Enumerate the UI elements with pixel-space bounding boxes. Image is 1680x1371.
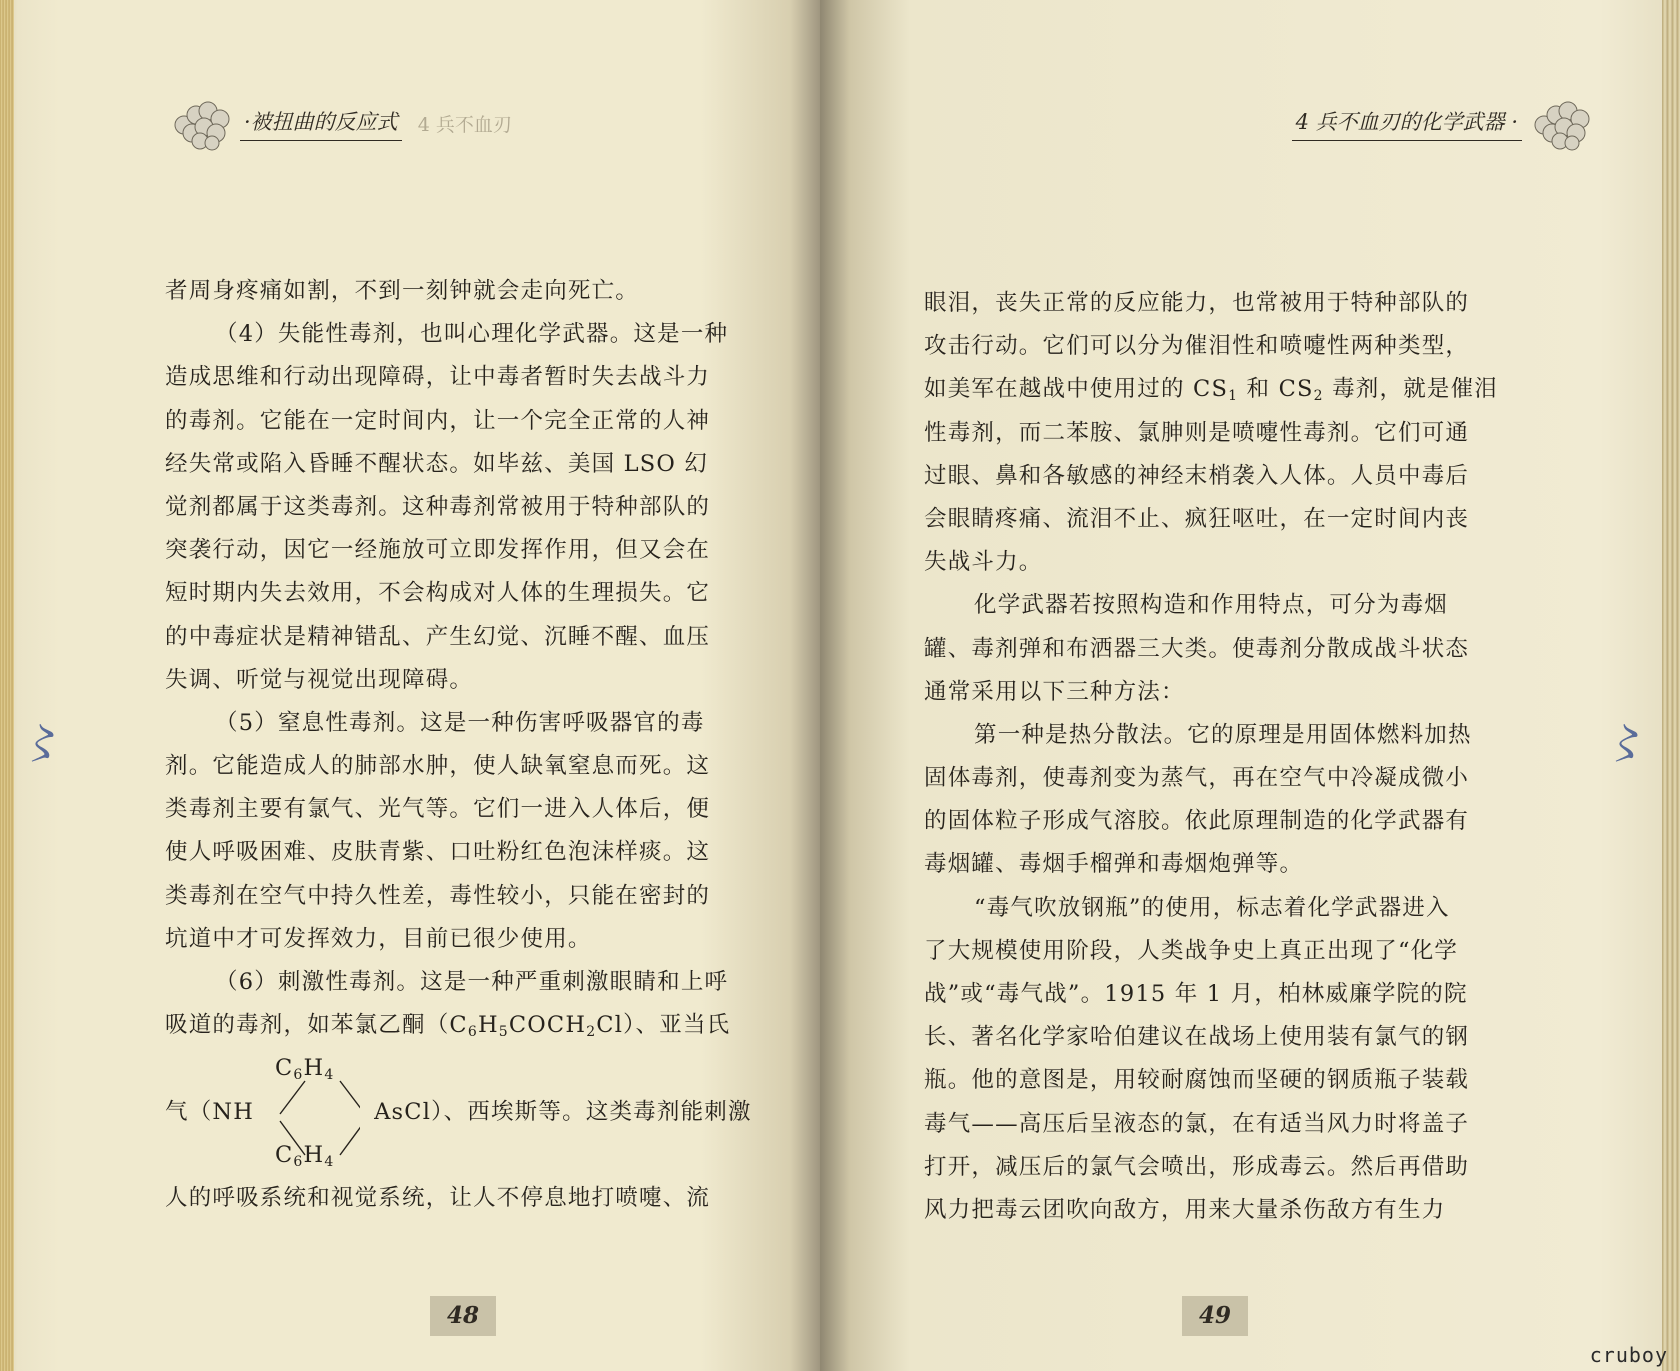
text-line: 瓶。他的意图是，用较耐腐蚀而坚硬的钢质瓶子装载 xyxy=(924,1067,1470,1094)
subscript: 5 xyxy=(498,1024,509,1041)
subscript: 2 xyxy=(1313,388,1324,405)
text-line: 性毒剂，而二苯胺、氯胂则是喷嚏性毒剂。它们可通 xyxy=(924,419,1470,446)
formula-text: Cl）、亚当氏 xyxy=(596,1012,731,1039)
right-page-edge xyxy=(1662,0,1680,1371)
text-line: （6）刺激性毒剂。这是一种严重刺激眼睛和上呼 xyxy=(215,969,729,995)
text-line: 第一种是热分散法。它的原理是用固体燃料加热 xyxy=(974,721,1472,748)
text-line: 眼泪，丧失正常的反应能力，也常被用于特种部队的 xyxy=(924,290,1470,316)
text-line: （5）窒息性毒剂。这是一种伤害呼吸器官的毒 xyxy=(215,709,705,736)
text-line-with-formula xyxy=(924,368,1536,411)
formula-text: 毒剂，就是催泪 xyxy=(1323,376,1499,403)
formula-text: H xyxy=(303,1055,325,1082)
text-line: 觉剂都属于这类毒剂。这种毒剂常被用于特种部队的 xyxy=(165,493,711,520)
scanner-watermark: cruboy xyxy=(1589,1343,1668,1367)
formula-text: 如美军在越战中使用过的 CS xyxy=(924,376,1229,403)
left-body-text xyxy=(165,270,785,1220)
formula-text: COCH xyxy=(508,1012,587,1039)
text-line: 攻击行动。它们可以分为催泪性和喷嚏性两种类型， xyxy=(924,333,1470,360)
text-line-with-formula xyxy=(165,1004,785,1047)
text-line: 的毒剂。它能在一定时间内，让一个完全正常的人神 xyxy=(165,407,711,434)
text-line: 罐、毒剂弹和布洒器三大类。使毒剂分散成战斗状态 xyxy=(924,635,1470,662)
text-line: 剂。它能造成人的肺部水肿，使人缺氧窒息而死。这 xyxy=(165,753,711,780)
text-line: 坑道中才可发挥效力，目前已很少使用。 xyxy=(165,925,592,952)
text-line: 类毒剂在空气中持久性差，毒性较小，只能在密封的 xyxy=(165,882,711,909)
formula-text: C xyxy=(275,1141,294,1168)
subscript: 6 xyxy=(467,1024,478,1041)
text-line: 化学武器若按照构造和作用特点，可分为毒烟 xyxy=(974,592,1449,619)
formula-text: 气（NH xyxy=(165,1098,255,1125)
formula-text: 吸道的毒剂，如苯氯乙酮（C xyxy=(165,1012,468,1039)
formula-text: C xyxy=(275,1055,294,1082)
subscript: 4 xyxy=(324,1153,335,1170)
text-line: 的固体粒子形成气溶胶。依此原理制造的化学武器有 xyxy=(924,808,1470,835)
left-page-edge xyxy=(0,0,14,1371)
formula-text: 和 CS xyxy=(1238,376,1314,403)
text-line: 短时期内失去效用，不会构成对人体的生理损失。它 xyxy=(165,580,711,607)
text-line: “毒气吹放钢瓶”的使用，标志着化学武器进入 xyxy=(974,894,1450,921)
text-line: 使人呼吸困难、皮肤青紫、口吐粉红色泡沫样痰。这 xyxy=(165,839,711,866)
formula-ring-bottom xyxy=(275,1134,334,1177)
text-line: 失战斗力。 xyxy=(924,549,1043,576)
text-line: 长、著名化学家哈伯建议在战场上使用装有氯气的钢 xyxy=(924,1024,1470,1051)
left-header-title: ·被扭曲的反应式 xyxy=(240,106,402,141)
text-line: 人的呼吸系统和视觉系统，让人不停息地打喷嚏、流 xyxy=(165,1184,711,1211)
text-line: 毒气——高压后呈液态的氯，在有适当风力时将盖子 xyxy=(924,1110,1470,1137)
adamsite-structure-formula xyxy=(165,1047,785,1177)
text-line: 经失常或陷入昏睡不醒状态。如毕兹、美国 LSO 幻 xyxy=(165,450,709,477)
page-number-left: 48 xyxy=(430,1296,496,1336)
left-page xyxy=(0,0,820,1371)
text-line: 打开，减压后的氯气会喷出，形成毒云。然后再借助 xyxy=(924,1153,1470,1180)
subscript: 2 xyxy=(586,1024,597,1041)
text-line: 战”或“毒气战”。1915 年 1 月，柏林威廉学院的院 xyxy=(924,981,1468,1007)
text-line: 了大规模使用阶段，人类战争史上真正出现了“化学 xyxy=(924,937,1459,964)
handwritten-mark-left: 〻 xyxy=(9,720,60,764)
right-header-title: 4 兵不血刃的化学武器 · xyxy=(1292,106,1522,141)
text-line: 类毒剂主要有氯气、光气等。它们一进入人体后，便 xyxy=(165,796,711,823)
text-line: 毒烟罐、毒烟手榴弹和毒烟炮弹等。 xyxy=(924,851,1304,878)
formula-text: AsCl）、西埃斯等。这类毒剂能刺激 xyxy=(374,1098,752,1125)
text-line: 者周身疼痛如割，不到一刻钟就会走向死亡。 xyxy=(165,278,640,304)
subscript: 4 xyxy=(324,1067,335,1084)
subscript: 6 xyxy=(293,1153,304,1170)
text-line: 造成思维和行动出现障碍，让中毒者暂时失去战斗力 xyxy=(165,364,711,391)
text-line: 失调、听觉与视觉出现障碍。 xyxy=(165,666,474,693)
left-header-bleed-text: 4 兵不血刃 xyxy=(417,113,512,136)
molecule-cluster-icon xyxy=(1530,95,1592,151)
text-line: （4）失能性毒剂，也叫心理化学武器。这是一种 xyxy=(215,321,729,348)
formula-text: H xyxy=(477,1012,499,1039)
text-line: 通常采用以下三种方法： xyxy=(924,678,1185,705)
right-running-header xyxy=(1292,98,1592,148)
text-line: 固体毒剂，使毒剂变为蒸气，再在空气中冷凝成微小 xyxy=(924,765,1470,792)
right-body-text xyxy=(924,282,1536,1232)
handwritten-mark-right: 〻 xyxy=(1593,720,1644,764)
text-line: 突袭行动，因它一经施放可立即发挥作用，但又会在 xyxy=(165,537,711,564)
page-number-right: 49 xyxy=(1182,1296,1248,1336)
text-line: 过眼、鼻和各敏感的神经末梢袭入人体。人员中毒后 xyxy=(924,462,1470,489)
left-running-header xyxy=(170,98,512,148)
subscript: 6 xyxy=(293,1067,304,1084)
text-line: 风力把毒云团吹向敌方，用来大量杀伤敌方有生力 xyxy=(924,1196,1446,1223)
subscript: 1 xyxy=(1228,388,1239,405)
formula-text: H xyxy=(303,1141,325,1168)
text-line: 的中毒症状是精神错乱、产生幻觉、沉睡不醒、血压 xyxy=(165,623,711,650)
formula-middle-line xyxy=(165,1091,752,1134)
text-line: 会眼睛疼痛、流泪不止、疯狂呕吐，在一定时间内丧 xyxy=(924,505,1470,532)
molecule-cluster-icon xyxy=(170,95,232,151)
